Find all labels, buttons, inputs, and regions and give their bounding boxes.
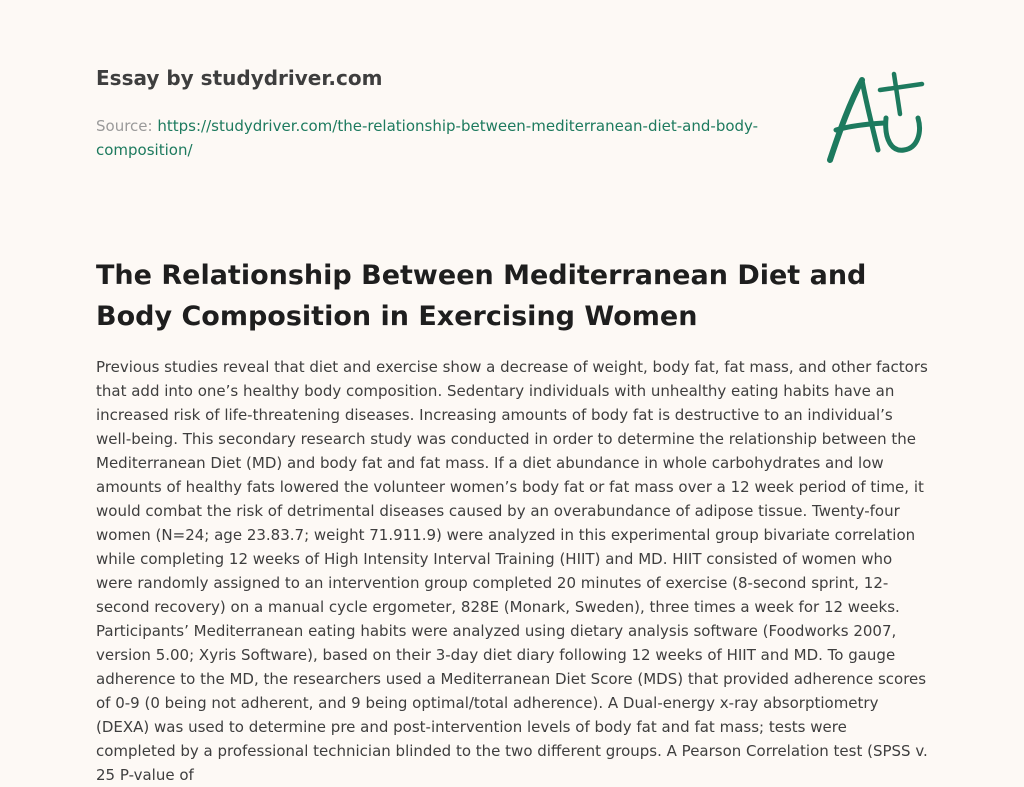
- essay-body: Previous studies reveal that diet and exercise show a decrease of weight, body fat, fat mass, and other factors that add into one’s healthy body composition. Sedentary individuals with unhealthy eating habits have an increased risk of life-threatening diseases. Increasing amounts of body fat is destructive to an individual’s well-being. This secondary research study was conducted in order to determine the relationship between the Mediterranean Diet (MD) and body fat and fat mass. If a diet abundance in whole carbohydrates and low amounts of healthy fats lowered the volunteer women’s body fat or fat mass over a 12 week period of time, it would combat the risk of detrimental diseases caused by an overabundance of adipose tissue. Twenty-four women (N=24; age 23.83.7; weight 71.911.9) were analyzed in this experimental group bivariate correlation while completing 12 weeks of High Intensity Interval Training (HIIT) and MD. HIIT consisted of women who were randomly assigned to an intervention group completed 20 minutes of exercise (8-second sprint, 12-second recovery) on a manual cycle ergometer, 828E (Monark, Sweden), three times a week for 12 weeks. Participants’ Mediterranean eating habits were analyzed using dietary analysis software (Foodworks 2007, version 5.00; Xyris Software), based on their 3-day diet diary following 12 weeks of HIIT and MD. To gauge adherence to the MD, the researchers used a Mediterranean Diet Score (MDS) that provided adherence scores of 0-9 (0 being not adherent, and 9 being optimal/total adherence). A Dual-energy x-ray absorptiometry (DEXA) was used to determine pre and post-intervention levels of body fat and fat mass; tests were completed by a professional technician blinded to the two different groups. A Pearson Correlation test (SPSS v. 25 P-value of: [96, 358, 928, 784]
- source-label: Source:: [96, 117, 153, 135]
- source-link[interactable]: https://studydriver.com/the-relationship-between-mediterranean-diet-and-body-composition/: [96, 117, 759, 159]
- source-line: [96, 114, 786, 162]
- a-plus-logo-icon: [822, 68, 932, 168]
- a-plus-logo-graphic: [822, 68, 932, 168]
- essay-title: The Relationship Between Mediterranean Diet and Body Composition in Exercising Women: [96, 260, 867, 332]
- site-title: Essay by studydriver.com: [96, 66, 383, 90]
- essay-header: [96, 64, 796, 162]
